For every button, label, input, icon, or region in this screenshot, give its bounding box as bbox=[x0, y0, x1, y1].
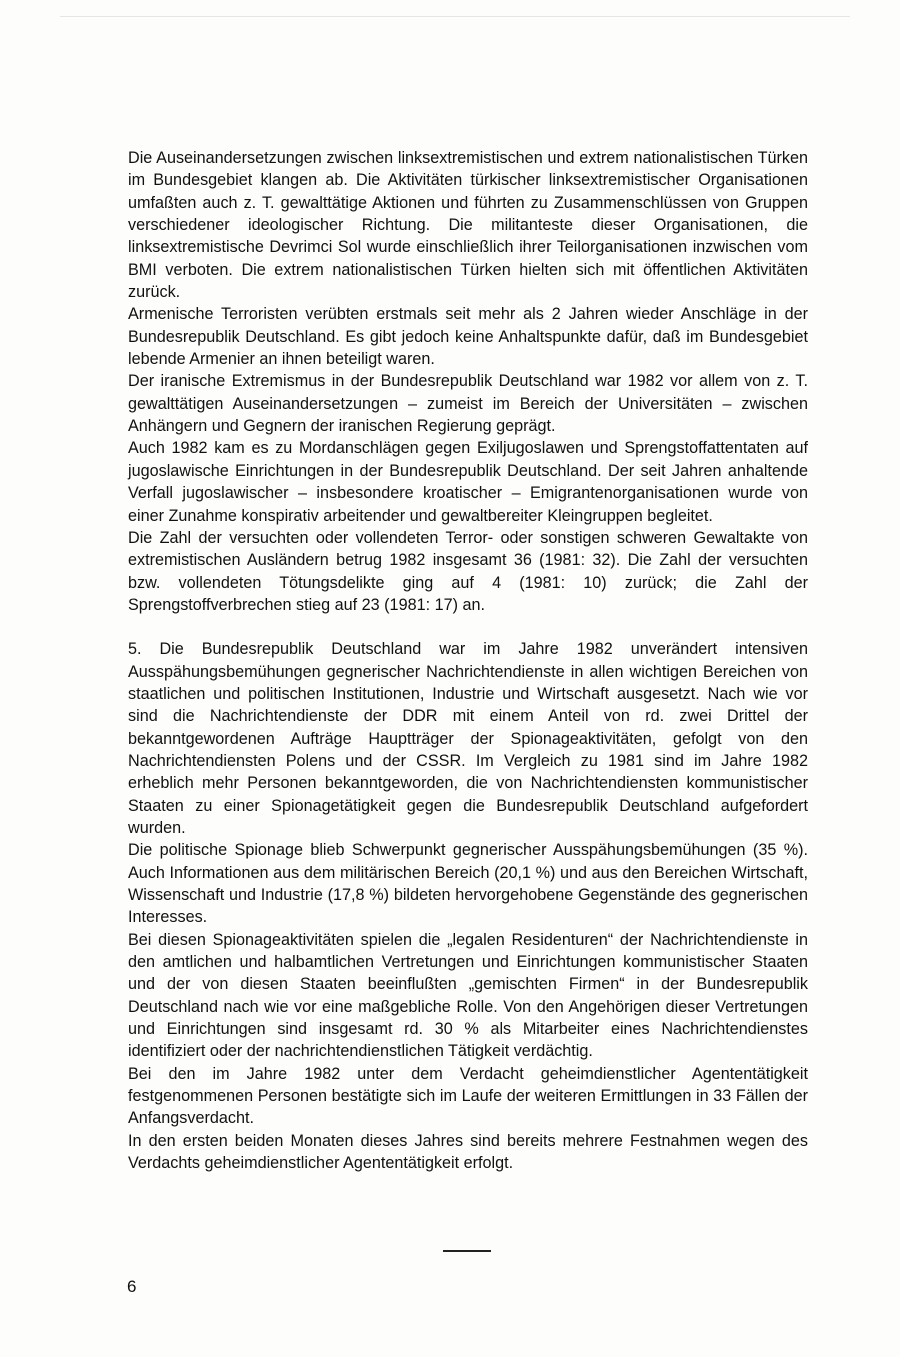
body-text bbox=[128, 147, 808, 1174]
paragraph-terror-statistics: Die Zahl der versuchten oder vollendeten Terror- oder sonstigen schweren Gewaltakte von extremistischen Ausländern betrug 1982 insgesamt 36 (1981: 32). Die Zahl der versuchten bzw. vollendeten Tötungsdelikte ging auf 4 (1981: 10) zurück; die Zahl der Sprengstoffverbrechen stieg auf 23 (1981: 17) an. bbox=[128, 528, 808, 614]
paragraph-arrests-1982: Bei den im Jahre 1982 unter dem Verdacht geheimdienstlicher Agententätigkeit festgenommenen Personen bestätigte sich im Laufe der weiteren Ermittlungen in 33 Fällen der Anfangsverdacht. bbox=[128, 1064, 808, 1128]
paragraph-legal-residencies: Bei diesen Spionageaktivitäten spielen die „legalen Residenturen“ der Nachrichtendienste in den amtlichen und halbamtlichen Vertretungen und Einrichtungen kommunistischer Staaten und der von diesen Staaten beeinflußten „gemischten Firmen“ in der Bundesrepublik Deutschland nach wie vor eine maßgebliche Rolle. Von den Angehörigen dieser Vertretungen und Einrichtungen sind insgesamt rd. 30 % als Mitarbeiter eines Nachrichtendienstes identifiziert oder der nachrichtendienstlichen Tätigkeit verdächtig. bbox=[128, 930, 808, 1061]
paragraph-armenian-terrorists: Armenische Terroristen verübten erstmals seit mehr als 2 Jahren wieder Anschläge in der Bundesrepublik Deutschland. Es gibt jedoch keine Anhaltspunkte dafür, daß im Bundesgebiet lebende Armenier an ihnen beteiligt waren. bbox=[128, 305, 808, 369]
paragraph-turkish-extremism: Die Auseinandersetzungen zwischen linksextremistischen und extrem nationalistischen Türken im Bundesgebiet klangen ab. Die Aktivitäten türkischer linksextremistischer Organisationen umfaßten auch z. T. gewalttätige Aktionen und führten zu Zusammenschlüssen von Gruppen verschiedener ideologischer Richtung. Die militanteste dieser Organisationen, die linksextremistische Devrimci Sol wurde einschließlich ihrer Teilorganisationen inzwischen vom BMI verboten. Die extrem nationalistischen Türken hielten sich mit öffentlichen Aktivitäten zurück. bbox=[128, 149, 808, 302]
end-rule bbox=[443, 1250, 491, 1252]
paragraph-recent-arrests: In den ersten beiden Monaten dieses Jahres sind bereits mehrere Festnahmen wegen des Verdachts geheimdienstlicher Agententätigkeit erfolgt. bbox=[128, 1131, 808, 1173]
paragraph-espionage-overview: 5. Die Bundesrepublik Deutschland war im Jahre 1982 unverändert intensiven Ausspähungsbemühungen gegnerischer Nachrichtendienste in allen wichtigen Bereichen von staatlichen und politischen Institutionen, Industrie und Wirtschaft ausgesetzt. Nach wie vor sind die Nachrichtendienste der DDR mit einem Anteil von rd. zwei Drittel der bekanntgewordenen Aufträge Hauptträger der Spionageaktivitäten, gefolgt von den Nachrichtendiensten Polens und der CSSR. Im Vergleich zu 1981 sind im Jahre 1982 erheblich mehr Personen bekanntgeworden, die von Nachrichtendiensten kommunistischer Staaten zu einer Spionagetätigkeit gegen die Bundesrepublik Deutschland aufgefordert wurden. bbox=[128, 640, 808, 837]
paragraph-yugoslav-attacks: Auch 1982 kam es zu Mordanschlägen gegen Exiljugoslawen und Sprengstoffattentaten auf jugoslawische Einrichtungen in der Bundesrepublik Deutschland. Der seit Jahren anhaltende Verfall jugoslawischer – insbesondere kroatischer – Emigrantenorganisationen wurde von einer Zunahme konspirativ arbeitender und gewaltbereiter Kleingruppen begleitet. bbox=[128, 439, 808, 525]
paragraph-iranian-extremism: Der iranische Extremismus in der Bundesrepublik Deutschland war 1982 vor allem von z. T. gewalttätigen Auseinandersetzungen – zumeist im Bereich der Universitäten – zwischen Anhängern und Gegnern der iranischen Regierung geprägt. bbox=[128, 372, 808, 436]
paragraph-political-espionage: Die politische Spionage blieb Schwerpunkt gegnerischer Ausspähungsbemühungen (35 %). Auch Informationen aus dem militärischen Bereich (20,1 %) und aus den Bereichen Wirtschaft, Wissenschaft und Industrie (17,8 %) bildeten hervorgehobene Gegenstände des gegnerischen Interesses. bbox=[128, 841, 808, 927]
page-number: 6 bbox=[127, 1277, 137, 1296]
page-top-edge bbox=[60, 16, 850, 17]
section-gap bbox=[128, 616, 808, 638]
